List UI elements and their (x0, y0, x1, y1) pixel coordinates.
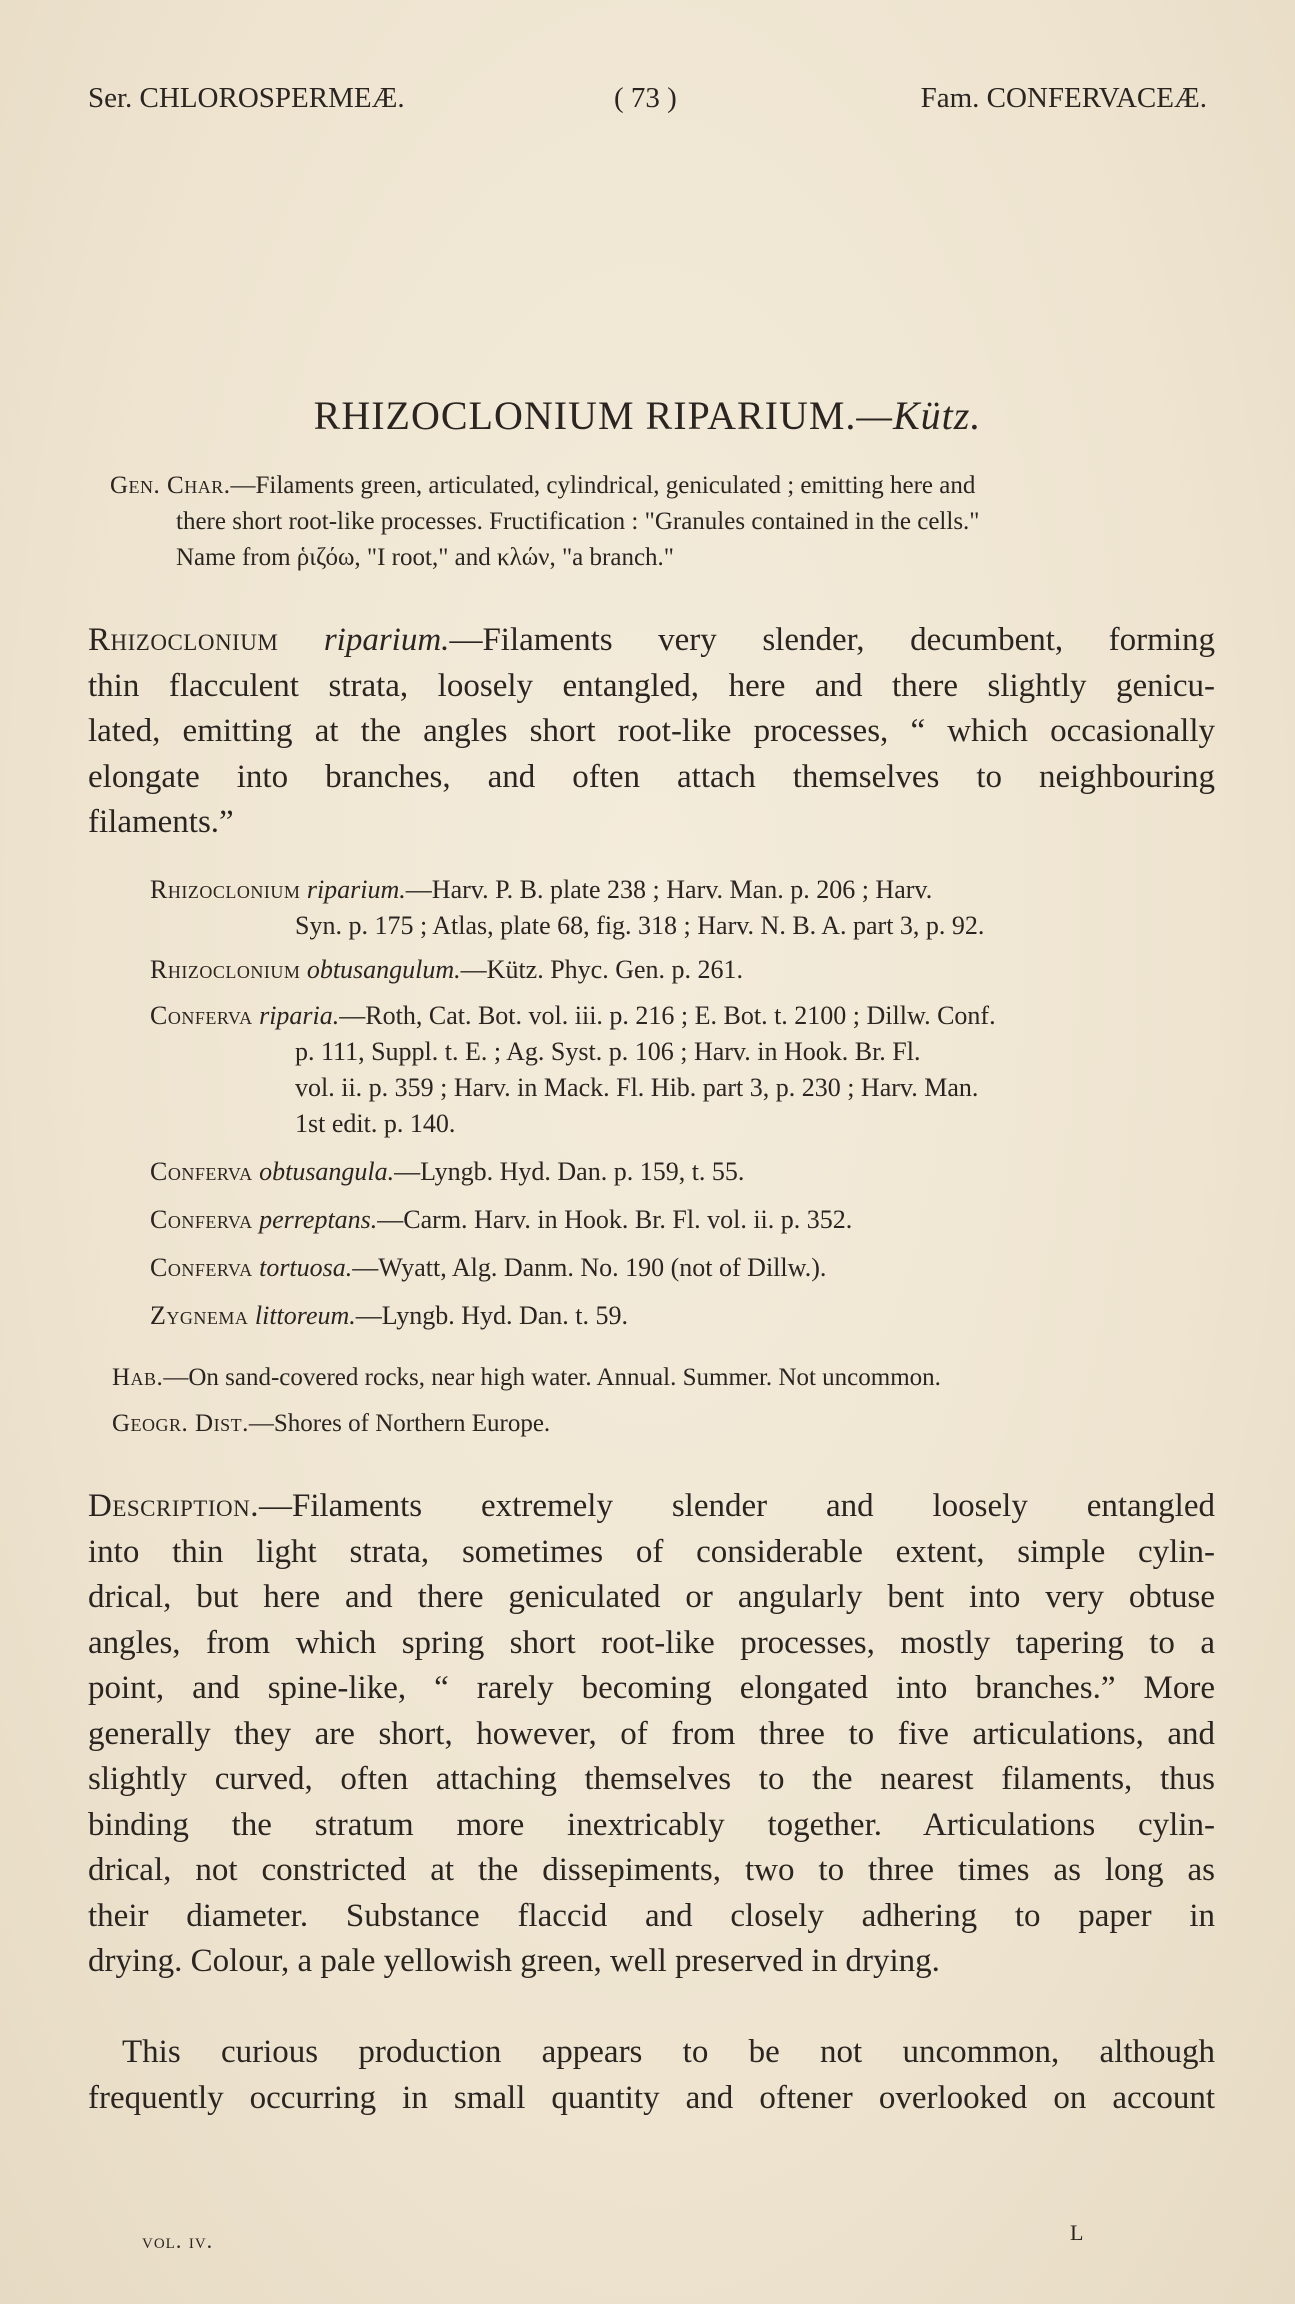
synonym-genus: Conferva (150, 1157, 253, 1186)
synonym-ref: Syn. p. 175 ; Atlas, plate 68, fig. 318 ; Harv. N. B. A. part 3, p. 92. (295, 911, 985, 940)
description-text: —Filaments extremely slender and loosely entangled (258, 1488, 1215, 1524)
synonym-genus: Rhizoclonium (150, 955, 301, 984)
synonym-ref: —Kütz. Phyc. Gen. p. 261. (460, 955, 744, 984)
synonym-ref: vol. ii. p. 359 ; Harv. in Mack. Fl. Hib. part 3, p. 230 ; Harv. Man. (295, 1073, 979, 1102)
habitat-line (112, 1364, 1212, 1392)
synonym-ref: —Wyatt, Alg. Danm. No. 190 (not of Dillw.). (352, 1253, 827, 1282)
gathering-signature: L (1070, 2220, 1085, 2245)
synonym-ref: 1st edit. p. 140. (295, 1109, 456, 1138)
gen-char-line1: —Filaments green, articulated, cylindrical, geniculated ; emitting here and (230, 472, 976, 499)
synonym-entry (150, 1298, 1215, 1334)
header-series: Ser. CHLOROSPERMEÆ. (88, 82, 405, 114)
synonym-epithet: riparia. (259, 1001, 340, 1030)
synonym-genus: Conferva (150, 1253, 253, 1282)
description-line: drying. Colour, a pale yellowish green, well preserved in drying. (88, 1943, 940, 1979)
synonym-genus: Rhizoclonium (150, 875, 301, 904)
description-line: point, and spine-like, “ rarely becoming elongated into branches.” More (88, 1670, 1215, 1706)
synonym-entry (150, 998, 1215, 1142)
description-line: binding the stratum more inextricably together. Articulations cylin- (88, 1806, 1215, 1843)
title-author: Kütz. (893, 393, 982, 438)
header-family: Fam. CONFERVACEÆ. (920, 82, 1207, 114)
description-lead: Description. (88, 1488, 259, 1524)
synonym-entry (150, 1202, 1215, 1238)
description-paragraph (88, 1484, 1215, 1985)
synonym-ref: —Lyngb. Hyd. Dan. t. 59. (355, 1301, 629, 1330)
habitat-text: —On sand-covered rocks, near high water. Annual. Summer. Not uncommon. (163, 1364, 941, 1391)
description-line: drical, but here and there geniculated or angularly bent into very obtuse (88, 1579, 1215, 1615)
synonym-ref: —Harv. P. B. plate 238 ; Harv. Man. p. 206 ; Harv. (405, 875, 933, 904)
synonym-ref: —Carm. Harv. in Hook. Br. Fl. vol. ii. p. 352. (377, 1205, 853, 1234)
synonym-genus: Zygnema (150, 1301, 249, 1330)
diagnosis-line: thin flacculent strata, loosely entangled, here and there slightly genicu- (88, 667, 1215, 704)
diagnosis-text: —Filaments very slender, decumbent, forming (449, 622, 1215, 658)
page-number: ( 73 ) (614, 82, 677, 114)
generic-character (110, 468, 1215, 576)
synonymy-list (150, 872, 1215, 1334)
synonym-epithet: riparium. (306, 875, 406, 904)
diagnosis-line (88, 618, 1215, 664)
synonym-entry (150, 1154, 1215, 1190)
closing-line: frequently occurring in small quantity and oftener overlooked on account (88, 2079, 1215, 2116)
gen-char-line2: there short root-like processes. Fructification : "Granules contained in the cells." (176, 508, 980, 535)
diagnosis-epithet: riparium. (323, 622, 450, 658)
synonym-entry (150, 952, 1215, 988)
description-line: their diameter. Substance flaccid and closely adhering to paper in (88, 1897, 1215, 1934)
gen-char-line3: Name from ῥιζόω, "I root," and κλών, "a branch." (176, 544, 674, 571)
distribution-text: —Shores of Northern Europe. (248, 1410, 551, 1437)
synonym-epithet: perreptans. (259, 1205, 378, 1234)
gen-char-lead: Gen. Char. (110, 472, 231, 499)
volume-signature: vol. iv. (142, 2228, 214, 2253)
synonym-entry (150, 1250, 1215, 1286)
synonym-epithet: littoreum. (254, 1301, 356, 1330)
synonym-genus: Conferva (150, 1205, 253, 1234)
synonym-ref: —Roth, Cat. Bot. vol. iii. p. 216 ; E. Bot. t. 2100 ; Dillw. Conf. (339, 1001, 996, 1030)
description-line: into thin light strata, sometimes of considerable extent, simple cylin- (88, 1533, 1215, 1570)
distribution-lead: Geogr. Dist. (112, 1410, 249, 1437)
habitat-lead: Hab. (112, 1364, 164, 1391)
closing-line: This curious production appears to be not uncommon, although (122, 2034, 1215, 2070)
synonym-genus: Conferva (150, 1001, 253, 1030)
description-line: angles, from which spring short root-like processes, mostly tapering to a (88, 1624, 1215, 1661)
species-title: RHIZOCLONIUM RIPARIUM.—Kütz. (313, 393, 982, 438)
synonym-epithet: tortuosa. (259, 1253, 353, 1282)
synonym-entry (150, 872, 1215, 944)
diagnosis-paragraph (88, 618, 1215, 846)
closing-paragraph (88, 2030, 1215, 2121)
synonym-ref: —Lyngb. Hyd. Dan. p. 159, t. 55. (394, 1157, 745, 1186)
description-line (88, 1484, 1215, 1530)
synonym-epithet: obtusangula. (259, 1157, 395, 1186)
diagnosis-line: elongate into branches, and often attach themselves to neighbouring (88, 758, 1215, 795)
species-name: RHIZOCLONIUM RIPARIUM. (313, 393, 857, 438)
distribution-line (112, 1410, 1212, 1438)
description-line: slightly curved, often attaching themselves to the nearest filaments, thus (88, 1761, 1215, 1797)
description-line: drical, not constricted at the dissepiments, two to three times as long as (88, 1852, 1215, 1888)
diagnosis-line: filaments.” (88, 804, 234, 840)
synonym-epithet: obtusangulum. (306, 955, 461, 984)
diagnosis-genus: Rhizoclonium (88, 622, 279, 658)
diagnosis-line: lated, emitting at the angles short root-like processes, “ which occasionally (88, 713, 1215, 749)
synonym-ref: p. 111, Suppl. t. E. ; Ag. Syst. p. 106 ; Harv. in Hook. Br. Fl. (295, 1037, 921, 1066)
description-line: generally they are short, however, of from three to five articulations, and (88, 1715, 1215, 1752)
